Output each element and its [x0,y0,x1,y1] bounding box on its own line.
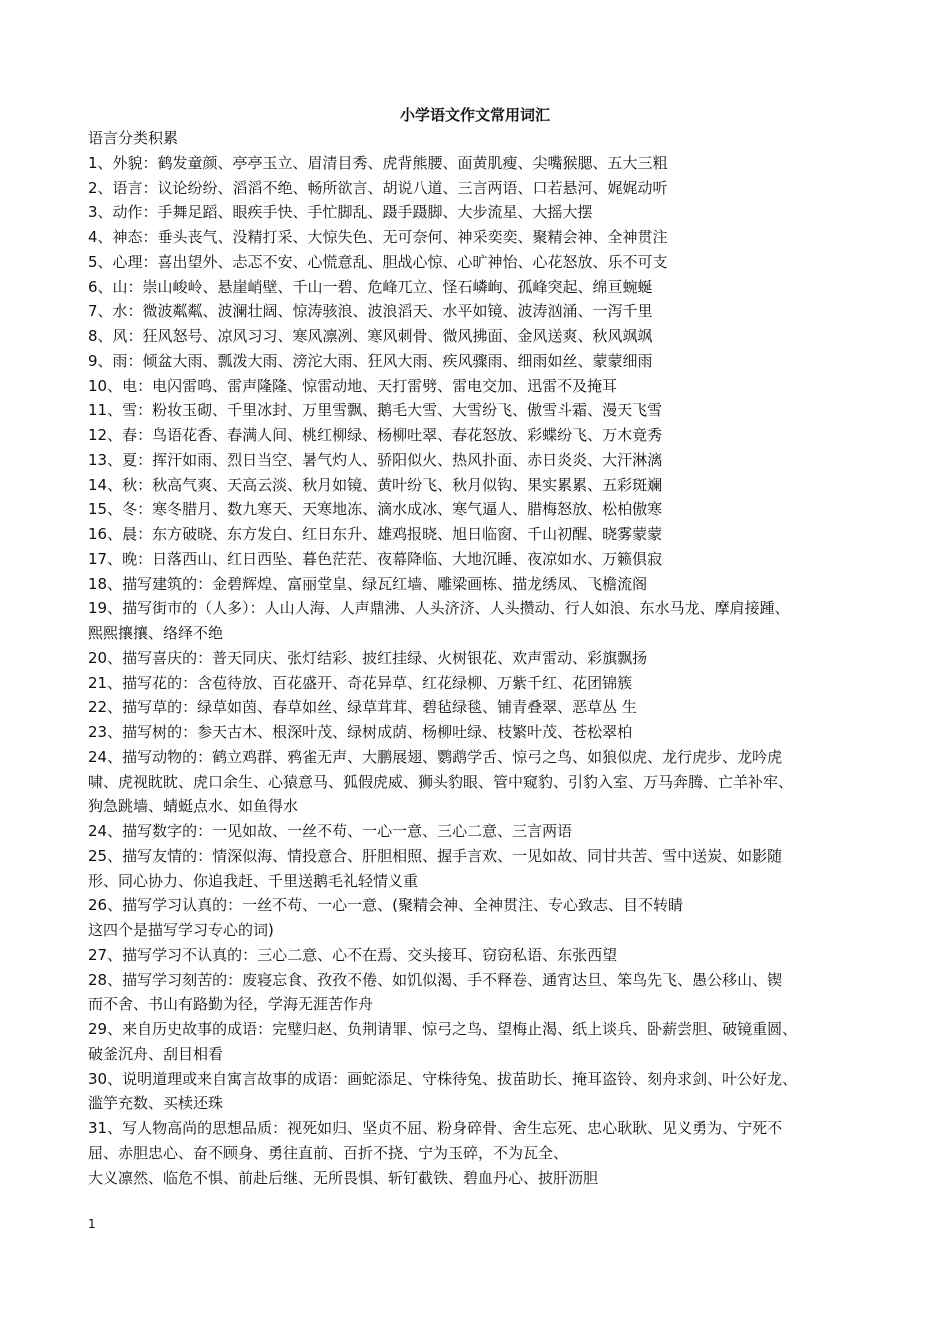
text-line: 31、写人物高尚的思想品质：视死如归、坚贞不屈、粉身碎骨、舍生忘死、忠心耿耿、见义勇为、宁死不 [88,1119,783,1137]
text-line: 23、描写树的：参天古木、根深叶茂、绿树成荫、杨柳吐绿、枝繁叶茂、苍松翠柏 [88,723,633,741]
text-line: 29、来自历史故事的成语：完璧归赵、负荆请罪、惊弓之鸟、望梅止渴、纸上谈兵、卧薪尝胆、破镜重圆、 [88,1020,798,1038]
text-line: 15、冬：寒冬腊月、数九寒天、天寒地冻、滴水成冰、寒气逼人、腊梅怒放、松柏傲寒 [88,500,663,519]
vocabulary-list [88,151,878,1191]
text-line: 22、描写草的：绿草如茵、春草如丝、绿草茸茸、碧毡绿毯、铺青叠翠、恶草丛 生 [88,698,637,717]
text-line: 13、夏：挥汗如雨、烈日当空、暑气灼人、骄阳似火、热风扑面、赤日炎炎、大汗淋漓 [88,450,663,469]
text-line: 10、电：电闪雷鸣、雷声隆隆、惊雷动地、天打雷劈、雷电交加、迅雷不及掩耳 [88,376,618,395]
text-line: 9、雨：倾盆大雨、瓢泼大雨、滂沱大雨、狂风大雨、疾风骤雨、细雨如丝、蒙蒙细雨 [88,351,653,370]
text-line: 5、心理：喜出望外、忐忑不安、心慌意乱、胆战心惊、心旷神怡、心花怒放、乐不可支 [88,252,668,271]
text-line: 17、晚：日落西山、红日西坠、暮色茫茫、夜幕降临、大地沉睡、夜凉如水、万籁俱寂 [88,549,663,568]
document-title: 小学语文作文常用词汇 [399,106,550,124]
text-line: 30、说明道理或来自寓言故事的成语：画蛇添足、守株待兔、拔苗助长、掩耳盗铃、刻舟求剑、叶公好龙、 [88,1069,798,1088]
text-line: 3、动作：手舞足蹈、眼疾手快、手忙脚乱、蹑手蹑脚、大步流星、大摇大摆 [88,203,593,222]
text-line: 8、风：狂风怒号、凉风习习、寒风凛冽、寒风刺骨、微风拂面、金风送爽、秋风飒飒 [88,327,653,345]
text-line: 19、描写街市的（人多）：人山人海、人声鼎沸、人头济济、人头攒动、行人如浪、东水马龙、摩肩接踵、 [88,599,790,618]
text-line: 14、秋：秋高气爽、天高云淡、秋月如镜、黄叶纷飞、秋月似钩、果实累累、五彩斑斓 [88,475,663,494]
section-heading: 语言分类积累 [88,129,179,147]
text-line: 24、描写数字的：一见如故、一丝不苟、一心一意、三心二意、三言两语 [88,822,573,840]
text-line: 这四个是描写学习专心的词) [88,921,274,939]
text-line: 18、描写建筑的：金碧辉煌、富丽堂皇、绿瓦红墙、雕梁画栋、描龙绣凤、飞檐流阁 [88,574,648,593]
text-line: 7、水：微波粼粼、波澜壮阔、惊涛骇浪、波浪滔天、水平如镜、波涛汹涌、一泻千里 [88,302,653,321]
text-line: 6、山：崇山峻岭、悬崖峭壁、千山一碧、危峰兀立、怪石嶙峋、孤峰突起、绵亘蜿蜒 [88,277,653,296]
text-line: 而不舍、书山有路勤为径，学海无涯苦作舟 [88,995,374,1014]
text-line: 屈、赤胆忠心、奋不顾身、勇往直前、百折不挠、宁为玉碎，不为瓦全、 [88,1143,569,1162]
text-line: 破釜沉舟、刮目相看 [88,1044,224,1063]
page-number: 1 [88,1217,96,1231]
text-line: 啸、虎视眈眈、虎口余生、心猿意马、狐假虎威、狮头豹眼、管中窥豹、引豹入室、万马奔腾、亡羊补牢、 [88,772,794,791]
text-line: 26、描写学习认真的：一丝不苟、一心一意、(聚精会神、全神贯注、专心致志、目不转睛 [88,896,683,915]
text-line: 25、描写友情的：情深似海、情投意合、肝胆相照、握手言欢、一见如故、同甘共苦、雪中送炭、如影随 [88,846,783,865]
text-line: 大义凛然、临危不惧、前赴后继、无所畏惧、斩钉截铁、碧血丹心、披肝沥胆 [88,1168,599,1187]
text-line: 1、外貌：鹤发童颜、亭亭玉立、眉清目秀、虎背熊腰、面黄肌瘦、尖嘴猴腮、五大三粗 [88,153,668,172]
text-line: 熙熙攘攘、络绎不绝 [88,624,224,642]
text-line: 27、描写学习不认真的：三心二意、心不在焉、交头接耳、窃窃私语、东张西望 [88,945,618,964]
text-line: 16、晨：东方破晓、东方发白、红日东升、雄鸡报晓、旭日临窗、千山初醒、晓雾蒙蒙 [88,525,663,543]
text-line: 4、神态：垂头丧气、没精打采、大惊失色、无可奈何、神采奕奕、聚精会神、全神贯注 [88,228,668,246]
text-line: 2、语言：议论纷纷、滔滔不绝、畅所欲言、胡说八道、三言两语、口若悬河、娓娓动听 [88,178,668,197]
text-line: 11、雪：粉妆玉砌、千里冰封、万里雪飘、鹅毛大雪、大雪纷飞、傲雪斗霜、漫天飞雪 [88,401,663,420]
text-line: 滥竽充数、买椟还珠 [88,1094,224,1113]
text-line: 21、描写花的：含苞待放、百花盛开、奇花异草、红花绿柳、万紫千红、花团锦簇 [88,673,633,692]
text-line: 20、描写喜庆的：普天同庆、张灯结彩、披红挂绿、火树银花、欢声雷动、彩旗飘扬 [88,648,648,667]
text-line: 28、描写学习刻苦的：废寝忘食、孜孜不倦、如饥似渴、手不释卷、通宵达旦、笨鸟先飞、愚公移山、锲 [88,970,783,989]
document-body [88,126,878,1190]
text-line: 24、描写动物的：鹤立鸡群、鸦雀无声、大鹏展翅、鹦鹉学舌、惊弓之鸟、如狼似虎、龙行虎步、龙吟虎 [88,747,783,766]
text-line: 狗急跳墙、蜻蜓点水、如鱼得水 [88,797,299,816]
text-line: 12、春：鸟语花香、春满人间、桃红柳绿、杨柳吐翠、春花怒放、彩蝶纷飞、万木竟秀 [88,426,663,444]
text-line: 形、同心协力、你追我赶、千里送鹅毛礼轻情义重 [88,871,419,890]
